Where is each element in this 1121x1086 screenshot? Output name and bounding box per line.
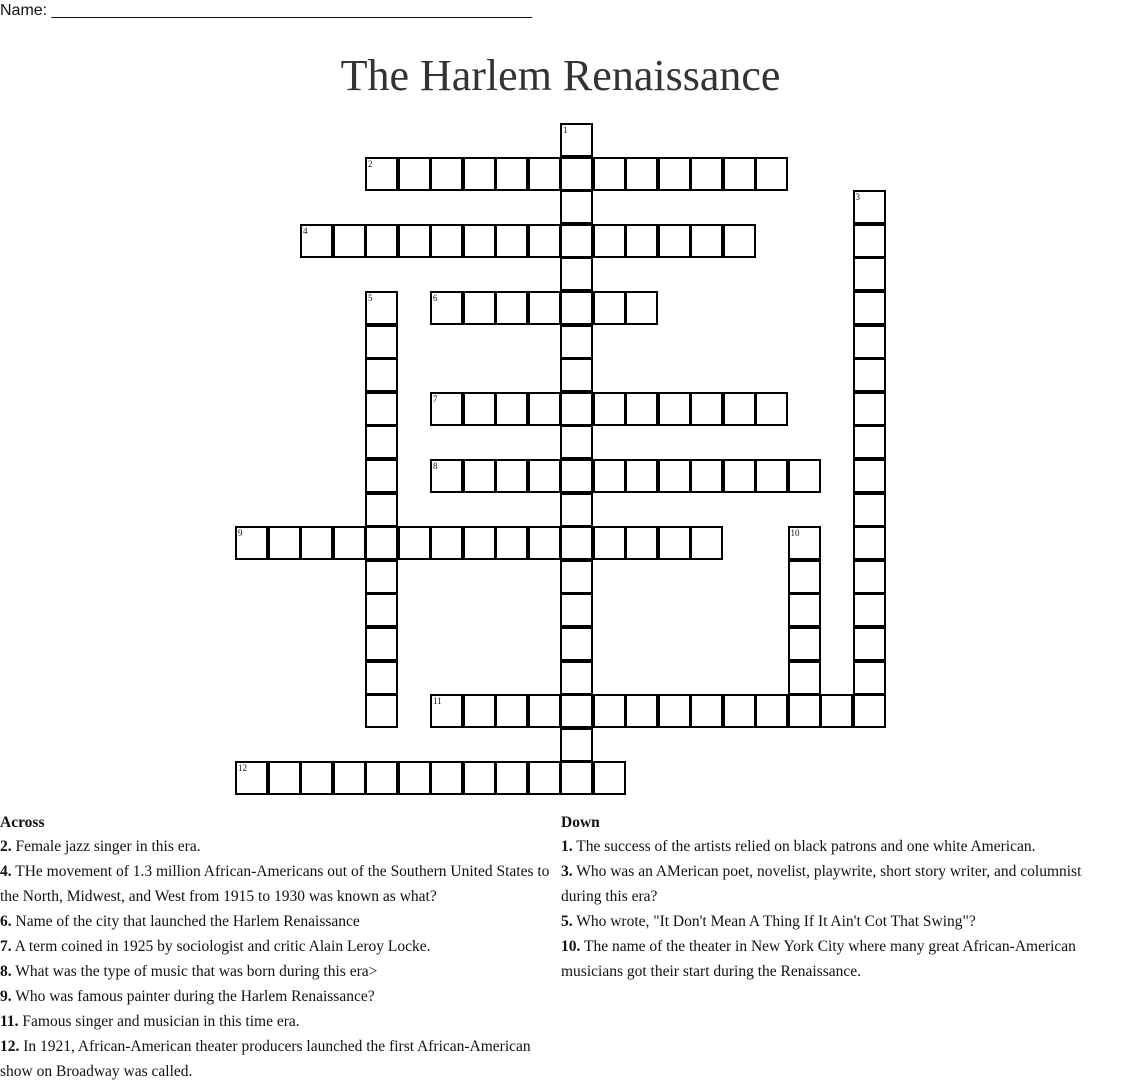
down-heading: Down (561, 814, 600, 831)
crossword-cell[interactable] (788, 459, 821, 493)
crossword-cell[interactable] (723, 157, 756, 191)
crossword-cell[interactable] (495, 291, 528, 325)
crossword-cell[interactable] (463, 392, 496, 426)
crossword-cell[interactable] (853, 627, 886, 661)
crossword-cell[interactable] (560, 493, 593, 527)
clue-number: 1. (561, 838, 573, 855)
crossword-cell[interactable] (560, 358, 593, 392)
crossword-cell[interactable] (560, 325, 593, 359)
across-heading: Across (0, 814, 45, 831)
crossword-cell[interactable] (723, 459, 756, 493)
clue-number-label: 11 (433, 696, 442, 707)
crossword-cell[interactable] (853, 694, 886, 728)
crossword-cell[interactable] (463, 291, 496, 325)
crossword-cell[interactable] (365, 459, 398, 493)
crossword-cell[interactable] (658, 694, 691, 728)
crossword-cell[interactable] (463, 157, 496, 191)
page-title: The Harlem Renaissance (340, 51, 781, 100)
crossword-cell[interactable] (788, 694, 821, 728)
crossword-cell[interactable] (300, 526, 333, 560)
crossword-cell[interactable] (560, 593, 593, 627)
crossword-cell[interactable] (625, 526, 658, 560)
crossword-cell[interactable] (853, 493, 886, 527)
crossword-cell[interactable] (398, 157, 431, 191)
across-clue (0, 834, 560, 859)
down-clue (561, 859, 1106, 909)
crossword-cell[interactable] (853, 325, 886, 359)
crossword-cell[interactable] (593, 526, 626, 560)
crossword-cell[interactable] (690, 459, 723, 493)
across-clue (0, 1009, 560, 1034)
clue-text: The name of the theater in New York City where many great African-American musicians got their start during the Renaissance. (561, 938, 1076, 980)
crossword-cell[interactable] (495, 526, 528, 560)
crossword-cell[interactable] (495, 392, 528, 426)
clue-number: 6. (0, 913, 12, 930)
crossword-cell[interactable] (528, 459, 561, 493)
crossword-cell[interactable] (853, 257, 886, 291)
clue-number-label: 3 (855, 192, 860, 203)
crossword-cell[interactable] (853, 291, 886, 325)
crossword-cell[interactable] (430, 761, 463, 795)
clue-text: Who was an AMerican poet, novelist, playwrite, short story writer, and columnist during this era? (561, 863, 1082, 905)
crossword-cell[interactable] (528, 526, 561, 560)
crossword-cell[interactable] (853, 392, 886, 426)
crossword-cell[interactable] (365, 560, 398, 594)
across-clue (0, 934, 560, 959)
crossword-cell[interactable] (593, 157, 626, 191)
crossword-cell[interactable] (625, 224, 658, 258)
crossword-cell[interactable] (625, 157, 658, 191)
crossword-cell[interactable] (593, 392, 626, 426)
crossword-cell[interactable] (398, 224, 431, 258)
crossword-cell[interactable] (723, 392, 756, 426)
crossword-cell[interactable] (463, 526, 496, 560)
clue-number-label: 7 (433, 393, 438, 404)
clue-number: 12. (0, 1038, 20, 1055)
crossword-cell[interactable] (560, 257, 593, 291)
crossword-cell[interactable] (365, 526, 398, 560)
crossword-cell[interactable] (463, 694, 496, 728)
crossword-cell[interactable] (788, 593, 821, 627)
crossword-cell[interactable] (560, 224, 593, 258)
down-clue (561, 934, 1106, 984)
clue-number: 7. (0, 938, 12, 955)
crossword-cell[interactable] (365, 761, 398, 795)
clue-number: 4. (0, 863, 12, 880)
crossword-cell[interactable] (690, 224, 723, 258)
crossword-cell[interactable] (593, 459, 626, 493)
crossword-cell[interactable] (560, 761, 593, 795)
crossword-cell[interactable] (593, 761, 626, 795)
crossword-cell[interactable] (365, 325, 398, 359)
crossword-cell[interactable] (853, 425, 886, 459)
crossword-cell[interactable] (333, 761, 366, 795)
crossword-cell[interactable] (495, 459, 528, 493)
crossword-cell[interactable] (690, 694, 723, 728)
crossword-cell[interactable] (463, 459, 496, 493)
crossword-cell[interactable] (625, 694, 658, 728)
crossword-cell[interactable] (560, 627, 593, 661)
crossword-cell[interactable] (820, 694, 853, 728)
crossword-cell[interactable] (528, 694, 561, 728)
crossword-cell[interactable] (560, 425, 593, 459)
crossword-cell[interactable] (528, 224, 561, 258)
across-clue (0, 984, 560, 1009)
name-field-label: Name: ______________________________________________________ (0, 2, 533, 19)
clue-text: Who was famous painter during the Harlem Renaissance? (11, 988, 375, 1005)
crossword-cell[interactable] (853, 661, 886, 695)
crossword-cell[interactable] (430, 157, 463, 191)
clue-number-label: 4 (303, 225, 308, 236)
across-clue (0, 959, 560, 984)
across-clue (0, 1034, 560, 1084)
crossword-cell[interactable] (788, 627, 821, 661)
crossword-cell[interactable] (528, 157, 561, 191)
across-clues (0, 812, 560, 1084)
clue-number-label: 1 (563, 125, 568, 135)
crossword-cell[interactable] (528, 392, 561, 426)
crossword-cell[interactable] (788, 661, 821, 695)
clue-number: 11. (0, 1013, 19, 1030)
down-clue (561, 909, 1106, 934)
crossword-cell[interactable] (723, 224, 756, 258)
crossword-cell[interactable] (495, 694, 528, 728)
crossword-cell[interactable] (625, 291, 658, 325)
crossword-cell[interactable] (853, 560, 886, 594)
crossword-cell[interactable] (658, 157, 691, 191)
crossword-cell[interactable] (495, 224, 528, 258)
crossword-cell[interactable] (365, 593, 398, 627)
crossword-cell[interactable] (398, 761, 431, 795)
clue-number: 3. (561, 863, 573, 880)
crossword-cell[interactable] (365, 425, 398, 459)
crossword-cell[interactable] (853, 526, 886, 560)
clue-number-label: 10 (790, 528, 800, 539)
crossword-cell[interactable] (560, 661, 593, 695)
clue-text: Female jazz singer in this era. (11, 838, 201, 855)
clue-number-label: 6 (433, 293, 438, 303)
crossword-cell[interactable] (365, 493, 398, 527)
crossword-cell[interactable] (625, 459, 658, 493)
crossword-cell[interactable] (560, 526, 593, 560)
crossword-cell[interactable] (560, 190, 593, 224)
clue-text: Name of the city that launched the Harlem Renaissance (11, 913, 360, 930)
crossword-cell[interactable] (788, 560, 821, 594)
clue-number: 5. (561, 913, 573, 930)
crossword-cell[interactable] (430, 224, 463, 258)
clue-text: THe movement of 1.3 million African-Americans out of the Southern United States to the North, Midwest, and West from 1915 to 1930 was known as what? (0, 863, 550, 905)
crossword-cell[interactable] (690, 526, 723, 560)
crossword-cell[interactable] (560, 459, 593, 493)
crossword-cell[interactable] (658, 224, 691, 258)
crossword-cell[interactable] (430, 526, 463, 560)
crossword-cell[interactable] (625, 392, 658, 426)
crossword-cell[interactable] (365, 224, 398, 258)
clue-number-label: 8 (433, 461, 438, 471)
crossword-cell[interactable] (690, 392, 723, 426)
clue-number-label: 5 (368, 293, 373, 303)
crossword-cell[interactable] (463, 224, 496, 258)
crossword-cell[interactable] (333, 224, 366, 258)
crossword-cell[interactable] (365, 661, 398, 695)
down-clue (561, 834, 1106, 859)
crossword-cell[interactable] (365, 627, 398, 661)
clue-number: 9. (0, 988, 12, 1005)
crossword-cell[interactable] (853, 593, 886, 627)
crossword-cell[interactable] (560, 157, 593, 191)
crossword-cell[interactable] (755, 392, 788, 426)
crossword-cell[interactable] (658, 459, 691, 493)
crossword-cell[interactable] (593, 224, 626, 258)
crossword-cell[interactable] (853, 459, 886, 493)
crossword-cell[interactable] (463, 761, 496, 795)
clue-number: 10. (561, 938, 581, 955)
crossword-cell[interactable] (853, 358, 886, 392)
crossword-cell[interactable] (658, 392, 691, 426)
across-clue (0, 859, 560, 909)
clue-text: The success of the artists relied on black patrons and one white American. (572, 838, 1036, 855)
clue-text: What was the type of music that was born during this era> (11, 963, 378, 980)
crossword-cell[interactable] (560, 560, 593, 594)
crossword-cell[interactable] (365, 358, 398, 392)
clue-text: A term coined in 1925 by sociologist and critic Alain Leroy Locke. (11, 938, 431, 955)
crossword-cell[interactable] (560, 728, 593, 762)
crossword-cell[interactable] (560, 694, 593, 728)
crossword-cell[interactable] (365, 694, 398, 728)
crossword-cell[interactable] (593, 291, 626, 325)
crossword-cell[interactable] (495, 157, 528, 191)
crossword-cell[interactable] (528, 761, 561, 795)
clue-number: 8. (0, 963, 12, 980)
crossword-cell[interactable] (755, 694, 788, 728)
clue-number: 2. (0, 838, 12, 855)
crossword-cell[interactable] (658, 526, 691, 560)
crossword-cell[interactable] (723, 694, 756, 728)
crossword-cell[interactable] (690, 157, 723, 191)
clue-number-label: 9 (238, 528, 243, 539)
crossword-cell[interactable] (268, 761, 301, 795)
clue-text: Who wrote, "It Don't Mean A Thing If It Ain't Cot That Swing"? (572, 913, 976, 930)
crossword-cell[interactable] (528, 291, 561, 325)
down-clues (561, 812, 1106, 984)
clue-number-label: 2 (368, 158, 373, 169)
crossword-cell[interactable] (560, 392, 593, 426)
crossword-cell[interactable] (398, 526, 431, 560)
crossword-cell[interactable] (593, 694, 626, 728)
crossword-cell[interactable] (853, 224, 886, 258)
clue-text: Famous singer and musician in this time era. (18, 1013, 300, 1030)
crossword-cell[interactable] (300, 761, 333, 795)
clue-text: In 1921, African-American theater producers launched the first African-American show on Broadway was called. (0, 1038, 531, 1080)
crossword-cell[interactable] (268, 526, 301, 560)
crossword-cell[interactable] (495, 761, 528, 795)
crossword-cell[interactable] (560, 291, 593, 325)
crossword-cell[interactable] (755, 459, 788, 493)
across-clue (0, 909, 560, 934)
crossword-cell[interactable] (333, 526, 366, 560)
crossword-cell[interactable] (755, 157, 788, 191)
clue-number-label: 12 (238, 763, 247, 774)
crossword-cell[interactable] (365, 392, 398, 426)
